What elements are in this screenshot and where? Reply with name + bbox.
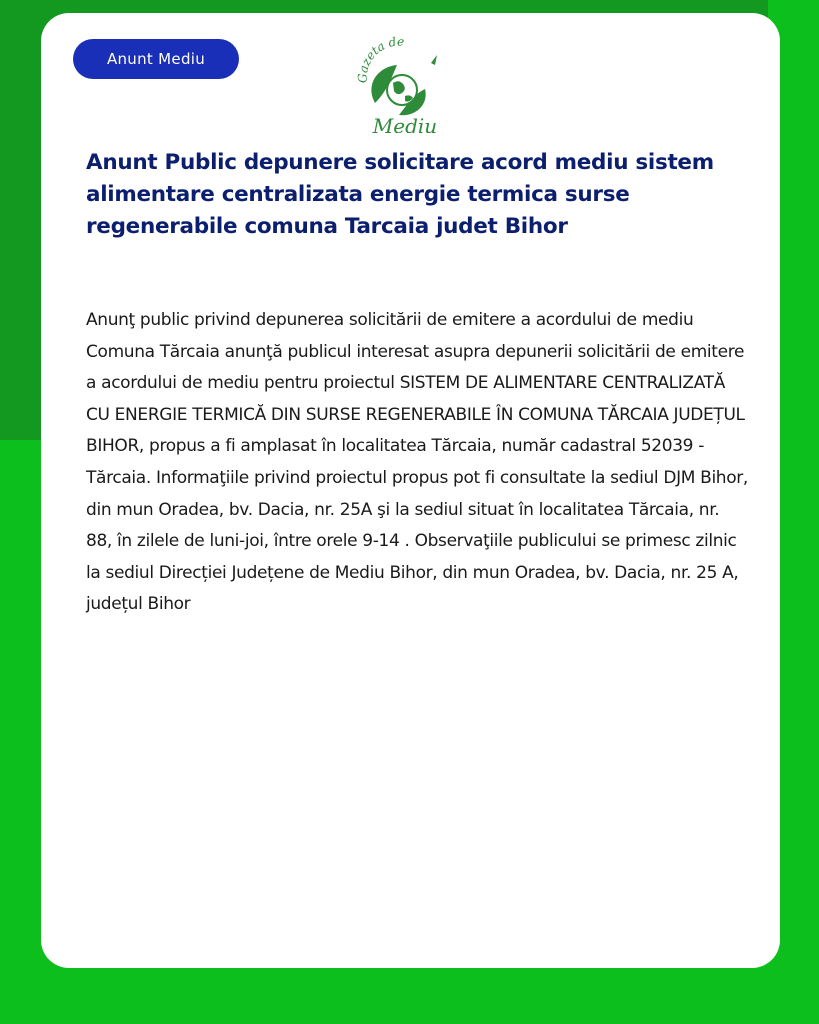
article-body: Anunţ public privind depunerea solicitării de emitere a acordului de mediu Comuna Tărcaia anunţă publicul interesat asupra depunerii solicitării de emitere a acordului de mediu pentru proiectul SISTEM DE ALIMENTARE CENTRALIZATĂ CU ENERGIE TERMICĂ DIN SURSE REGENERABILE ÎN COMUNA TĂRCAIA JUDEȚUL BIHOR, propus a fi amplasat în localitatea Tărcaia, număr cadastral 52039 -Tărcaia. Informaţiile privind proiectul propus pot fi consultate la sediul DJM Bihor, din mun Oradea, bv. Dacia, nr. 25A şi la sediul situat în localitatea Tărcaia, nr. 88, în zilele de luni-joi, între orele 9-14 . Observaţiile publicului se primesc zilnic la sediul Direcției Județene de Mediu Bihor, din mun Oradea, bv. Dacia, nr. 25 A, județul Bihor [86,310,748,615]
logo-bottom-text: Mediu [372,114,438,133]
article-title: Anunt Public depunere solicitare acord mediu sistem alimentare centralizata energie termica surse regenerabile comuna Tarcaia judet Bihor [86,150,714,239]
announcement-card [41,13,780,968]
category-badge[interactable]: Anunt Mediu [73,39,239,79]
logo-top-text: Gazeta de [355,34,405,84]
gazeta-de-mediu-logo [347,33,447,133]
